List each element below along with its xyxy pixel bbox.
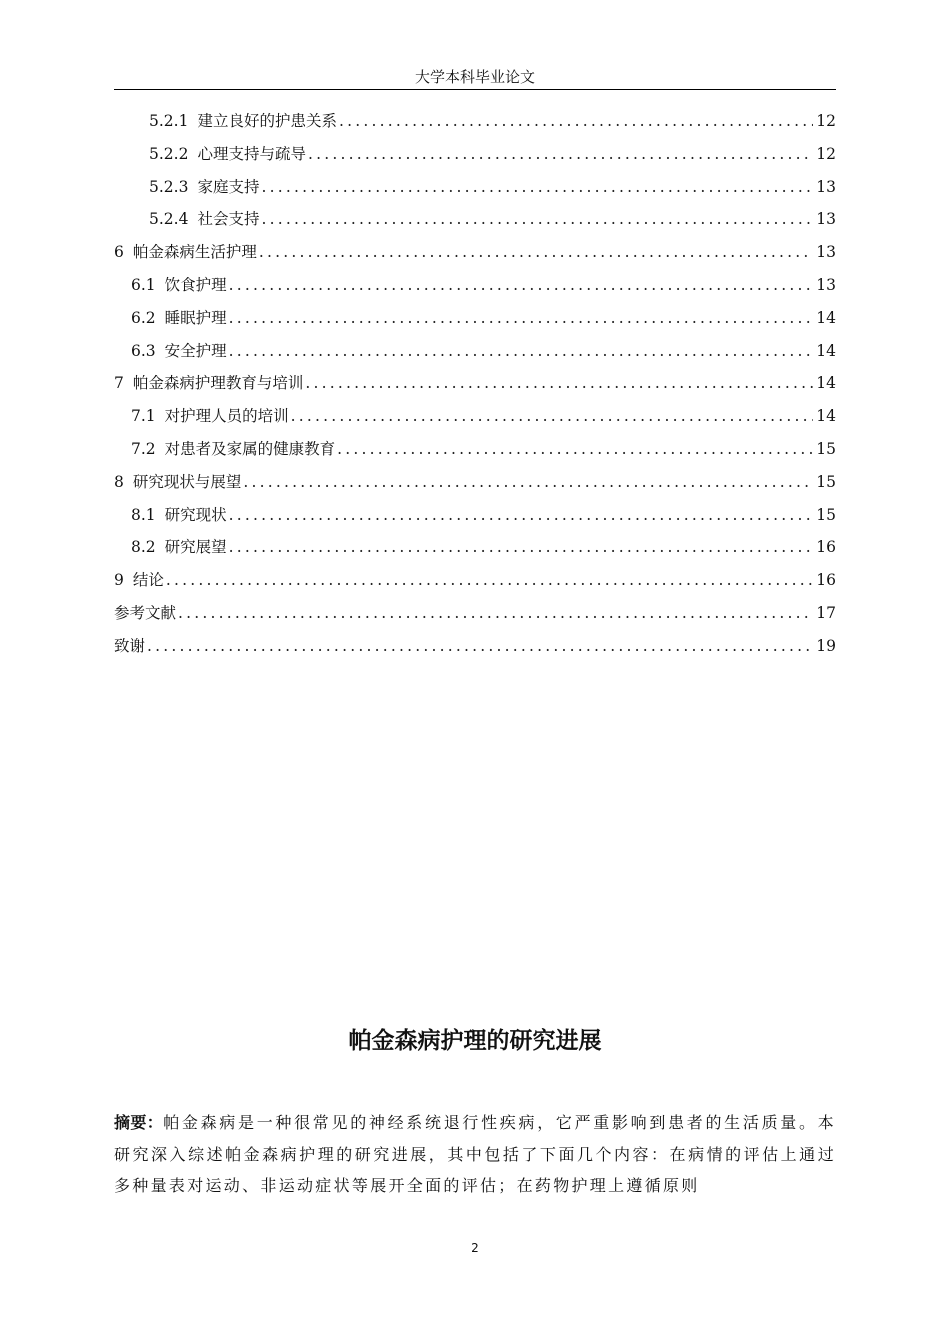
toc-entry-number: 7.2 [131, 439, 156, 458]
toc-entry-label: 参考文献 [114, 603, 177, 622]
toc-entry-number: 6.3 [131, 341, 156, 360]
toc-entry[interactable] [114, 601, 836, 634]
toc-dot-leader [243, 473, 813, 491]
toc-dot-leader [229, 538, 814, 556]
toc-entry-number: 9 [114, 571, 124, 590]
toc-entry-number: 5.2.1 [149, 112, 189, 130]
toc-entry[interactable] [114, 339, 836, 372]
toc-entry-label: 建立良好的护患关系 [197, 112, 337, 130]
toc-entry-page: 14 [816, 308, 836, 327]
toc-entry[interactable] [114, 240, 836, 273]
toc-entry[interactable] [114, 503, 836, 536]
toc-entry-page: 13 [816, 177, 836, 196]
toc-entry[interactable] [114, 306, 836, 339]
toc-dot-leader [308, 145, 813, 163]
toc-entry-page: 13 [816, 243, 836, 262]
toc-entry-number: 7.1 [131, 407, 156, 426]
table-of-contents [114, 109, 836, 667]
toc-entry-label: 安全护理 [164, 341, 227, 360]
toc-entry-label: 致谢 [114, 636, 146, 655]
toc-entry-label: 结论 [132, 571, 164, 590]
toc-entry[interactable] [114, 142, 836, 175]
toc-entry-label: 研究现状 [164, 505, 227, 524]
toc-entry-page: 15 [816, 439, 836, 458]
toc-entry[interactable] [114, 273, 836, 306]
toc-entry-number: 8.1 [131, 505, 156, 524]
toc-dot-leader [229, 506, 814, 524]
toc-entry[interactable] [114, 109, 836, 142]
page-number: 2 [471, 1241, 479, 1255]
toc-entry-label: 研究展望 [164, 538, 227, 557]
toc-dot-leader [166, 571, 813, 589]
toc-entry-page: 12 [816, 144, 836, 163]
toc-entry-page: 19 [816, 636, 836, 655]
page-header: 大学本科毕业论文 [414, 68, 535, 86]
toc-entry-number: 5.2.4 [149, 210, 189, 229]
toc-dot-leader [229, 276, 814, 294]
toc-dot-leader [259, 243, 813, 261]
toc-entry-number: 8 [114, 472, 124, 491]
toc-entry-label: 心理支持与疏导 [197, 144, 306, 163]
toc-entry[interactable] [114, 634, 836, 667]
toc-entry[interactable] [114, 535, 836, 568]
toc-entry[interactable] [114, 371, 836, 404]
toc-dot-leader [337, 440, 813, 458]
abstract-text: 帕金森病是一种很常见的神经系统退行性疾病，它严重影响到患者的生活质量。本研究深入综述帕金森病护理的研究进展，其中包括了下面几个内容：在病情的评估上通过多种量表对运动、非运动症状等展开全面的评估；在药物护理上遵循原则 [114, 1113, 836, 1195]
toc-dot-leader [261, 210, 813, 228]
toc-entry-page: 16 [816, 571, 836, 590]
toc-entry-number: 5.2.2 [149, 144, 189, 163]
toc-dot-leader [305, 374, 813, 392]
toc-entry[interactable] [114, 437, 836, 470]
toc-dot-leader [339, 112, 813, 130]
toc-entry-label: 帕金森病护理教育与培训 [132, 374, 304, 393]
toc-entry[interactable] [114, 175, 836, 208]
toc-entry-page: 17 [816, 603, 836, 622]
toc-entry-label: 睡眠护理 [164, 308, 227, 327]
abstract [114, 1107, 836, 1202]
toc-entry-page: 16 [816, 538, 836, 557]
toc-entry-label: 家庭支持 [197, 177, 260, 196]
toc-entry-page: 14 [816, 374, 836, 393]
toc-entry-number: 7 [114, 374, 124, 393]
toc-entry-number: 6.2 [131, 308, 156, 327]
toc-entry[interactable] [114, 470, 836, 503]
toc-entry-page: 15 [816, 472, 836, 491]
toc-dot-leader [147, 637, 813, 655]
toc-dot-leader [229, 309, 814, 327]
toc-entry-label: 饮食护理 [164, 275, 227, 294]
toc-entry[interactable] [114, 207, 836, 240]
toc-entry-label: 研究现状与展望 [132, 472, 242, 491]
toc-entry-number: 6.1 [131, 275, 156, 294]
toc-entry-page: 14 [816, 407, 836, 426]
toc-dot-leader [261, 178, 813, 196]
toc-dot-leader [291, 407, 814, 425]
toc-entry[interactable] [114, 404, 836, 437]
toc-entry-label: 帕金森病生活护理 [132, 243, 257, 262]
toc-entry-page: 14 [816, 341, 836, 360]
toc-entry[interactable] [114, 568, 836, 601]
header-rule [114, 89, 836, 90]
toc-entry-label: 社会支持 [197, 210, 260, 229]
toc-dot-leader [178, 604, 813, 622]
toc-entry-number: 6 [114, 243, 124, 262]
toc-entry-label: 对护理人员的培训 [164, 407, 289, 426]
toc-entry-page: 15 [816, 505, 836, 524]
toc-entry-page: 12 [816, 112, 836, 130]
paper-title: 帕金森病护理的研究进展 [348, 1028, 602, 1054]
toc-entry-number: 8.2 [131, 538, 156, 557]
toc-entry-label: 对患者及家属的健康教育 [164, 439, 336, 458]
toc-entry-page: 13 [816, 210, 836, 229]
toc-dot-leader [229, 342, 814, 360]
toc-entry-number: 5.2.3 [149, 177, 189, 196]
abstract-label: 摘要： [114, 1113, 164, 1132]
toc-entry-page: 13 [816, 275, 836, 294]
